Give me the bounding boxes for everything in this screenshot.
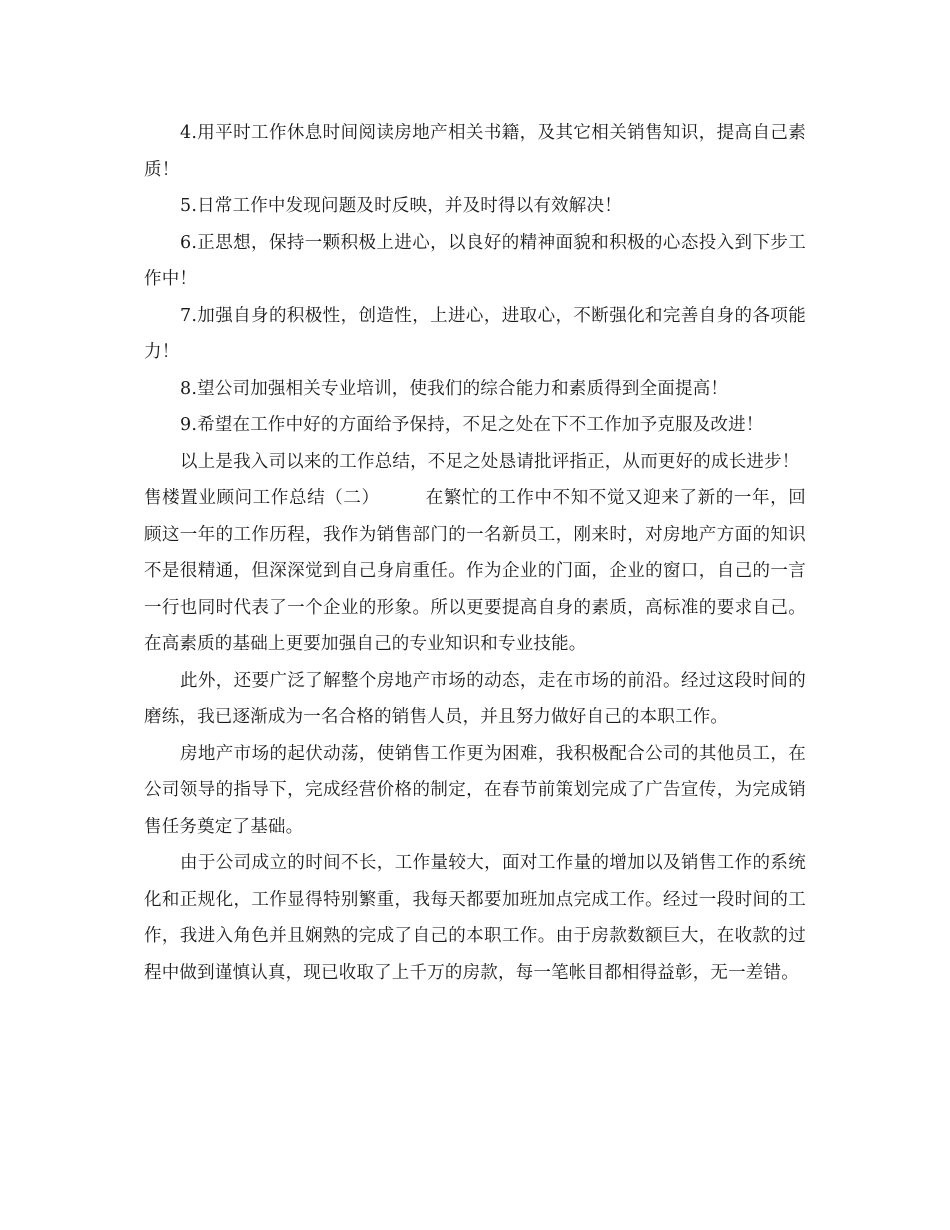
paragraph-workload: 由于公司成立的时间不长，工作量较大，面对工作量的增加以及销售工作的系统化和正规化，工作显得特别繁重，我每天都要加班加点完成工作。经过一段时间的工作，我进入角色并且娴熟的完成了自己的本职工作。由于房款数额巨大，在收款的过程中做到谨慎认真，现已收取了上千万的房款，每一笔帐目都相得益彰，无一差错。 [144,853,806,983]
document-body [144,115,806,991]
paragraph-item-9: 9.希望在工作中好的方面给予保持，不足之处在下不工作加予克服及改进！ [180,415,764,435]
paragraph-item-6: 6.正思想，保持一颗积极上进心，以良好的精神面貌和积极的心态投入到下步工作中！ [144,232,806,289]
paragraph-conclusion: 以上是我入司以来的工作总结，不足之处恳请批评指正，从而更好的成长进步！ [180,451,800,472]
paragraph-item-7: 7.加强自身的积极性，创造性，上进心，进取心，不断强化和完善自身的各项能力！ [144,305,806,362]
paragraph-market-volatility: 房地产市场的起伏动荡，使销售工作更为困难，我积极配合公司的其他员工，在公司领导的指导下，完成经营价格的制定，在春节前策划完成了广告宣传，为完成销售任务奠定了基础。 [144,743,806,837]
paragraph-item-4: 4.用平时工作休息时间阅读房地产相关书籍，及其它相关销售知识，提高自己素质！ [144,123,806,180]
section-title: 售楼置业顾问工作总结（二） [144,488,380,508]
section-intro: 在繁忙的工作中不知不觉又迎来了新的一年，回顾这一年的工作历程，我作为销售部门的一名新员工，刚来时，对房地产方面的知识不是很精通，但深深觉到自己身肩重任。作为企业的门面，企业的窗口，自己的一言一行也同时代表了一个企业的形象。所以更要提高自身的素质，高标准的要求自己。在高素质的基础上更要加强自己的专业知识和专业技能。 [144,488,807,654]
paragraph-item-5: 5.日常工作中发现问题及时反映，并及时得以有效解决！ [180,196,622,216]
paragraph-item-8: 8.望公司加强相关专业培训，使我们的综合能力和素质得到全面提高！ [180,378,729,399]
section-paragraph [144,480,806,663]
paragraph-market-dynamics: 此外，还要广泛了解整个房地产市场的动态，走在市场的前沿。经过这段时间的磨练，我已逐渐成为一名合格的销售人员，并且努力做好自己的本职工作。 [144,670,806,727]
